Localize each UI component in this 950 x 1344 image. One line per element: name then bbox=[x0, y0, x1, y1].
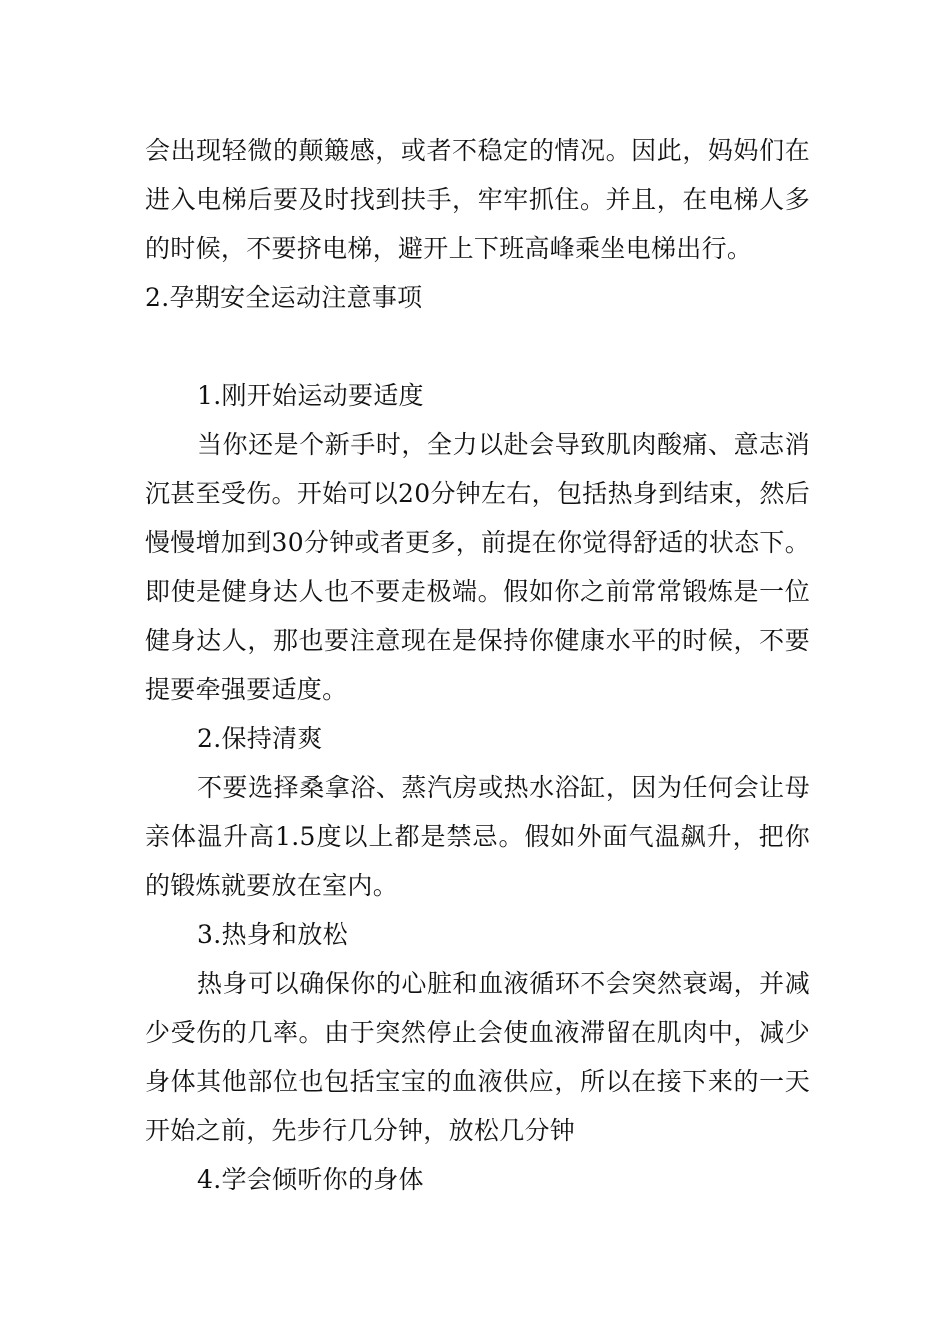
item-heading-3: 3.热身和放松 bbox=[197, 920, 348, 949]
item-heading-1: 1.刚开始运动要适度 bbox=[197, 381, 424, 410]
item-body-1: 当你还是个新手时，全力以赴会导致肌肉酸痛、意志消沉甚至受伤。开始可以20分钟左右，包括热身到结束，然后慢慢增加到30分钟或者更多，前提在你觉得舒适的状态下。即使是健身达人也不要走极端。假如你之前常常锻炼是一位健身达人，那也要注意现在是保持你健康水平的时候，不要提要牵强要适度。 bbox=[145, 430, 810, 704]
item-heading-4: 4.学会倾听你的身体 bbox=[197, 1165, 424, 1194]
blank-line bbox=[145, 322, 810, 371]
document-content bbox=[145, 126, 810, 1204]
section-heading: 2.孕期安全运动注意事项 bbox=[145, 283, 423, 312]
item-heading-2: 2.保持清爽 bbox=[197, 724, 323, 753]
intro-paragraph: 会出现轻微的颠簸感，或者不稳定的情况。因此，妈妈们在进入电梯后要及时找到扶手，牢牢抓住。并且，在电梯人多的时候，不要挤电梯，避开上下班高峰乘坐电梯出行。 bbox=[145, 136, 810, 263]
item-body-2: 不要选择桑拿浴、蒸汽房或热水浴缸，因为任何会让母亲体温升高1.5度以上都是禁忌。假如外面气温飙升，把你的锻炼就要放在室内。 bbox=[145, 773, 810, 900]
item-body-3: 热身可以确保你的心脏和血液循环不会突然衰竭，并减少受伤的几率。由于突然停止会使血液滞留在肌肉中，减少身体其他部位也包括宝宝的血液供应，所以在接下来的一天开始之前，先步行几分钟，放松几分钟 bbox=[145, 969, 810, 1145]
